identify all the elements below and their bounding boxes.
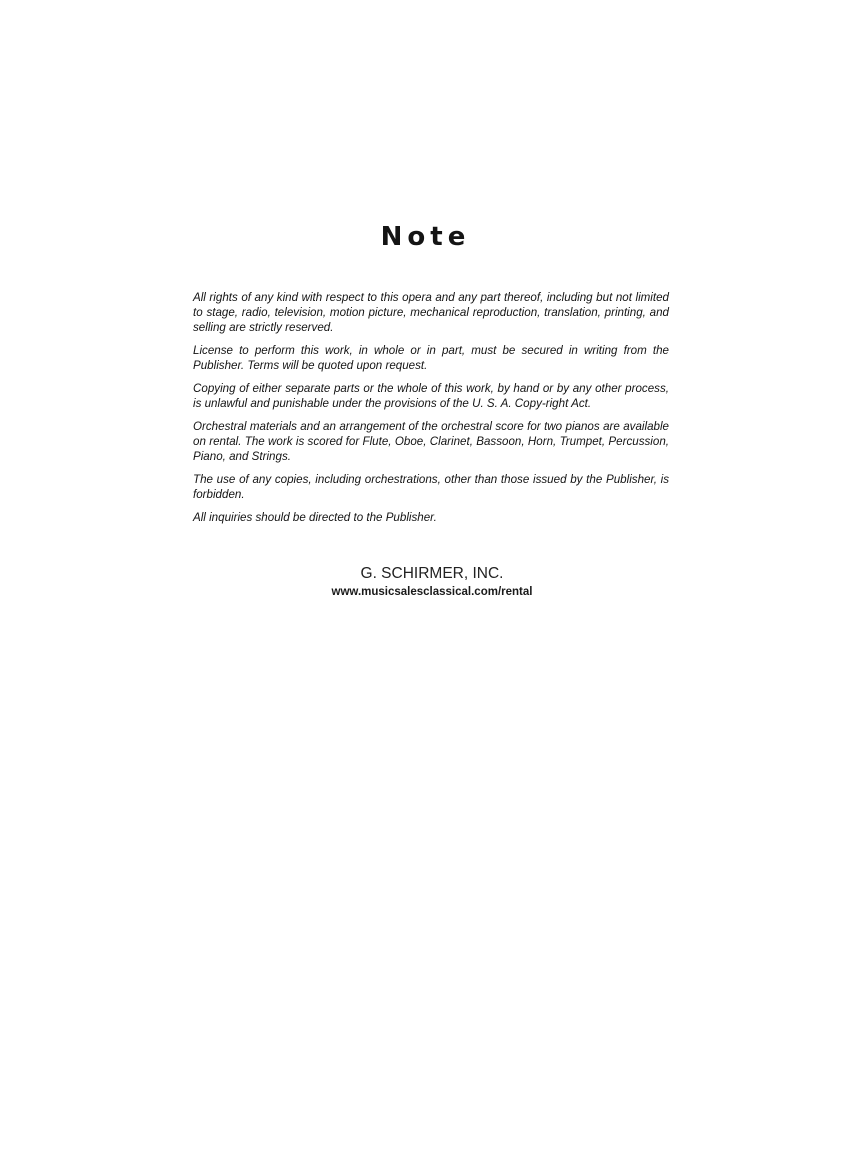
copies-paragraph: The use of any copies, including orchestrations, other than those issued by the Publisher, is forbidden. — [193, 473, 669, 501]
inquiries-paragraph: All inquiries should be directed to the Publisher. — [193, 511, 437, 524]
copying-paragraph: Copying of either separate parts or the whole of this work, by hand or by any other process, is unlawful and punishable under the provisions of the U. S. A. Copy-right Act. — [193, 382, 669, 410]
publisher-url: www.musicsalesclassical.com/rental — [331, 586, 533, 598]
materials-paragraph: Orchestral materials and an arrangement of the orchestral score for two pianos are available on rental. The work is scored for Flute, Oboe, Clarinet, Bassoon, Horn, Trumpet, Percussion, Piano, and Strings. — [193, 420, 669, 463]
rights-paragraph: All rights of any kind with respect to this opera and any part thereof, including but not limited to stage, radio, television, motion picture, mechanical reproduction, translation, printing, and selling are strictly reserved. — [193, 291, 669, 334]
notice-body — [193, 290, 669, 533]
page-title: Note — [380, 222, 471, 252]
publisher-name: G. SCHIRMER, INC. — [360, 565, 504, 582]
license-paragraph: License to perform this work, in whole or in part, must be secured in writing from the Publisher. Terms will be quoted upon request. — [193, 344, 669, 372]
